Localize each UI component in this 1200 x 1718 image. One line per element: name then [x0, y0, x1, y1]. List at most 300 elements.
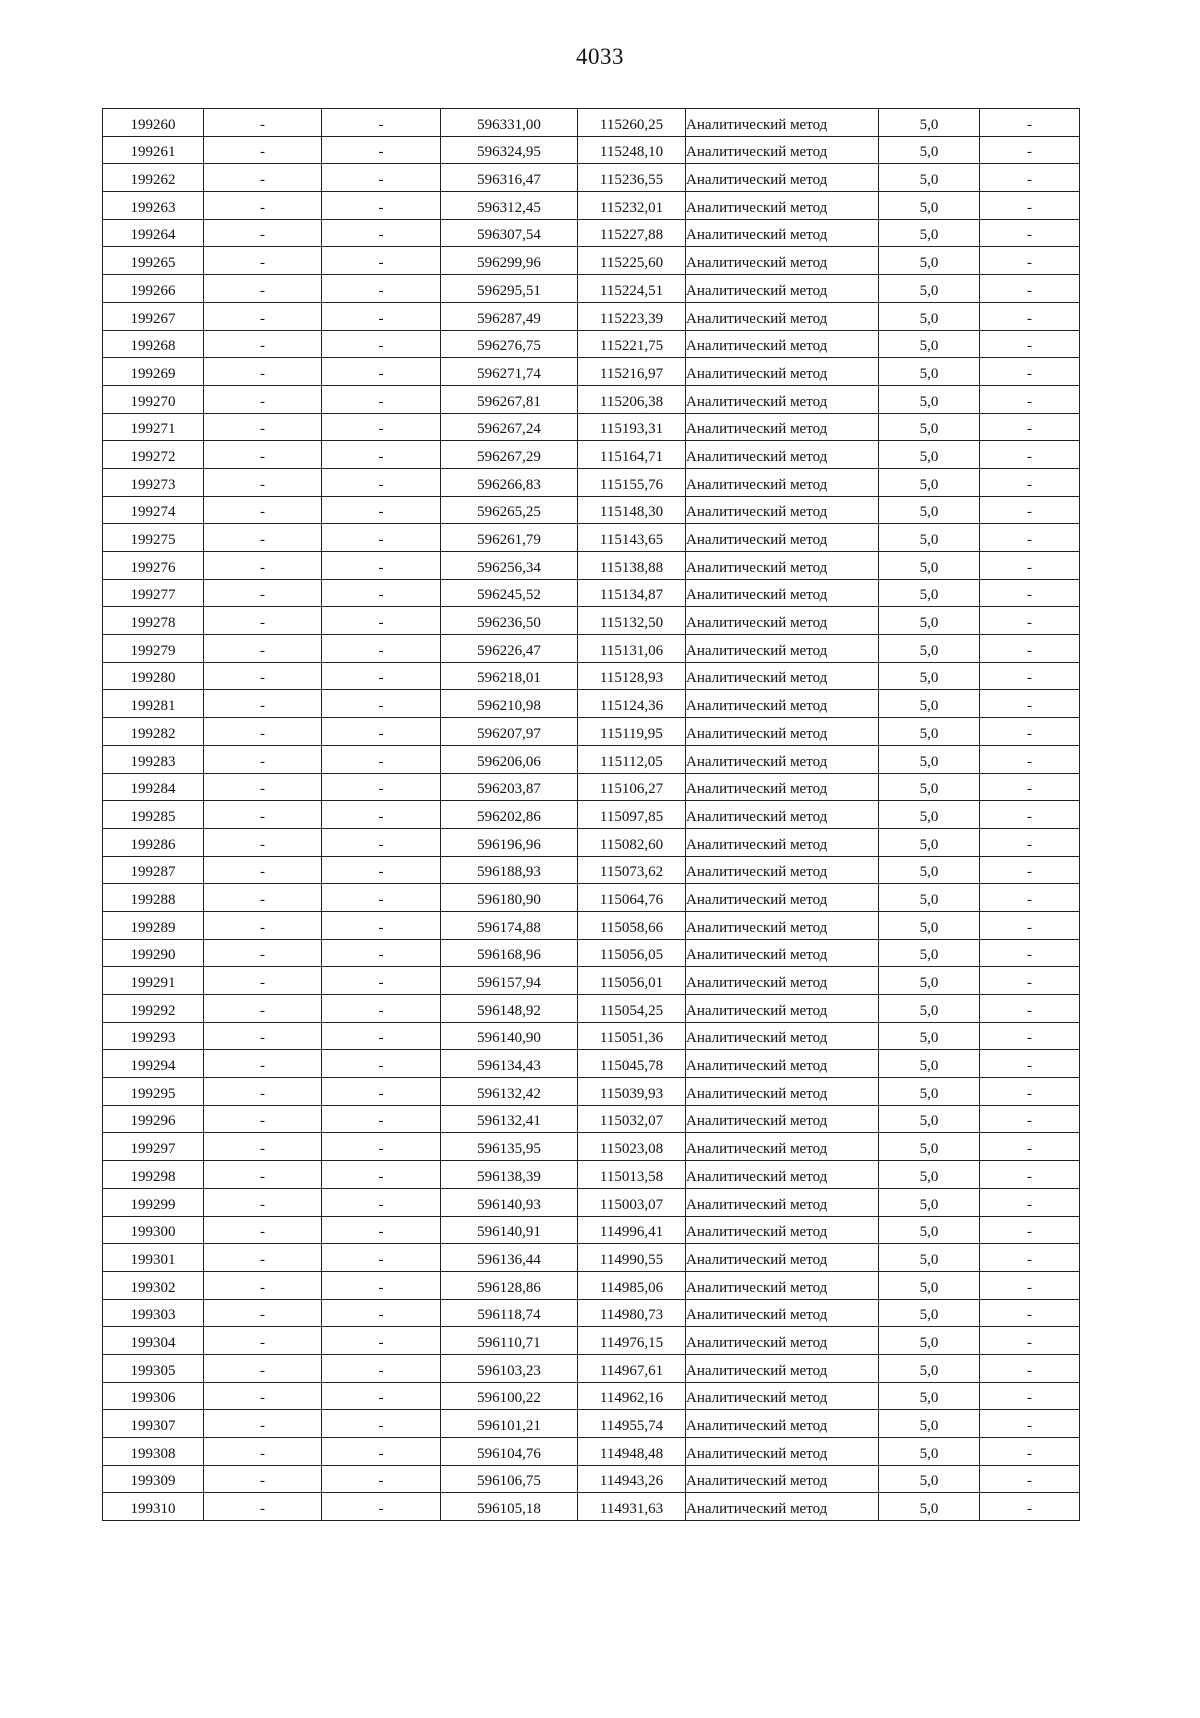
empty-value-cell: - [204, 1244, 322, 1272]
empty-value-cell: - [322, 1050, 441, 1078]
table-row [103, 358, 1080, 386]
table-row [103, 1105, 1080, 1133]
accuracy-cell: 5,0 [879, 441, 980, 469]
accuracy-cell: 5,0 [879, 385, 980, 413]
empty-value-cell: - [322, 441, 441, 469]
empty-value-cell: - [204, 1216, 322, 1244]
y-coordinate-cell: 115003,07 [578, 1188, 686, 1216]
empty-value-cell: - [322, 1271, 441, 1299]
empty-value-cell: - [322, 164, 441, 192]
accuracy-cell: 5,0 [879, 939, 980, 967]
empty-value-cell: - [980, 1465, 1080, 1493]
y-coordinate-cell: 114980,73 [578, 1299, 686, 1327]
empty-value-cell: - [980, 579, 1080, 607]
accuracy-cell: 5,0 [879, 773, 980, 801]
table-row [103, 884, 1080, 912]
empty-value-cell: - [980, 385, 1080, 413]
method-cell: Аналитический метод [686, 579, 879, 607]
y-coordinate-cell: 114985,06 [578, 1271, 686, 1299]
x-coordinate-cell: 596261,79 [441, 524, 578, 552]
y-coordinate-cell: 115236,55 [578, 164, 686, 192]
method-cell: Аналитический метод [686, 496, 879, 524]
table-row [103, 192, 1080, 220]
empty-value-cell: - [322, 1188, 441, 1216]
method-cell: Аналитический метод [686, 1465, 879, 1493]
y-coordinate-cell: 115131,06 [578, 635, 686, 663]
point-number-cell: 199287 [103, 856, 204, 884]
empty-value-cell: - [980, 1382, 1080, 1410]
x-coordinate-cell: 596206,06 [441, 745, 578, 773]
point-number-cell: 199308 [103, 1438, 204, 1466]
x-coordinate-cell: 596136,44 [441, 1244, 578, 1272]
empty-value-cell: - [322, 1465, 441, 1493]
y-coordinate-cell: 115045,78 [578, 1050, 686, 1078]
x-coordinate-cell: 596226,47 [441, 635, 578, 663]
empty-value-cell: - [980, 1022, 1080, 1050]
empty-value-cell: - [322, 1493, 441, 1521]
accuracy-cell: 5,0 [879, 109, 980, 137]
empty-value-cell: - [980, 662, 1080, 690]
table-row [103, 1354, 1080, 1382]
x-coordinate-cell: 596266,83 [441, 468, 578, 496]
y-coordinate-cell: 115216,97 [578, 358, 686, 386]
accuracy-cell: 5,0 [879, 856, 980, 884]
empty-value-cell: - [204, 302, 322, 330]
method-cell: Аналитический метод [686, 136, 879, 164]
empty-value-cell: - [204, 718, 322, 746]
empty-value-cell: - [322, 884, 441, 912]
method-cell: Аналитический метод [686, 662, 879, 690]
empty-value-cell: - [980, 109, 1080, 137]
empty-value-cell: - [322, 662, 441, 690]
y-coordinate-cell: 115039,93 [578, 1078, 686, 1106]
y-coordinate-cell: 115248,10 [578, 136, 686, 164]
table-row [103, 1382, 1080, 1410]
method-cell: Аналитический метод [686, 358, 879, 386]
table-row [103, 1438, 1080, 1466]
point-number-cell: 199280 [103, 662, 204, 690]
point-number-cell: 199302 [103, 1271, 204, 1299]
empty-value-cell: - [322, 1438, 441, 1466]
y-coordinate-cell: 114962,16 [578, 1382, 686, 1410]
x-coordinate-cell: 596267,29 [441, 441, 578, 469]
empty-value-cell: - [980, 1244, 1080, 1272]
empty-value-cell: - [322, 1382, 441, 1410]
y-coordinate-cell: 115143,65 [578, 524, 686, 552]
x-coordinate-cell: 596245,52 [441, 579, 578, 607]
point-number-cell: 199278 [103, 607, 204, 635]
accuracy-cell: 5,0 [879, 164, 980, 192]
y-coordinate-cell: 114955,74 [578, 1410, 686, 1438]
point-number-cell: 199276 [103, 552, 204, 580]
accuracy-cell: 5,0 [879, 1438, 980, 1466]
x-coordinate-cell: 596105,18 [441, 1493, 578, 1521]
point-number-cell: 199303 [103, 1299, 204, 1327]
point-number-cell: 199272 [103, 441, 204, 469]
point-number-cell: 199273 [103, 468, 204, 496]
method-cell: Аналитический метод [686, 1188, 879, 1216]
y-coordinate-cell: 115013,58 [578, 1161, 686, 1189]
empty-value-cell: - [204, 1078, 322, 1106]
empty-value-cell: - [322, 607, 441, 635]
table-row [103, 690, 1080, 718]
empty-value-cell: - [204, 579, 322, 607]
empty-value-cell: - [980, 496, 1080, 524]
y-coordinate-cell: 115032,07 [578, 1105, 686, 1133]
empty-value-cell: - [322, 967, 441, 995]
empty-value-cell: - [322, 358, 441, 386]
empty-value-cell: - [980, 635, 1080, 663]
table-row [103, 635, 1080, 663]
empty-value-cell: - [980, 1327, 1080, 1355]
accuracy-cell: 5,0 [879, 302, 980, 330]
page-number: 4033 [576, 44, 624, 69]
point-number-cell: 199282 [103, 718, 204, 746]
accuracy-cell: 5,0 [879, 1022, 980, 1050]
x-coordinate-cell: 596110,71 [441, 1327, 578, 1355]
empty-value-cell: - [322, 745, 441, 773]
empty-value-cell: - [980, 939, 1080, 967]
accuracy-cell: 5,0 [879, 136, 980, 164]
empty-value-cell: - [980, 828, 1080, 856]
table-row [103, 856, 1080, 884]
empty-value-cell: - [322, 1105, 441, 1133]
table-row [103, 745, 1080, 773]
empty-value-cell: - [204, 745, 322, 773]
table-row [103, 302, 1080, 330]
empty-value-cell: - [204, 109, 322, 137]
accuracy-cell: 5,0 [879, 219, 980, 247]
point-number-cell: 199294 [103, 1050, 204, 1078]
table-row [103, 1244, 1080, 1272]
accuracy-cell: 5,0 [879, 552, 980, 580]
table-row [103, 1133, 1080, 1161]
accuracy-cell: 5,0 [879, 468, 980, 496]
method-cell: Аналитический метод [686, 773, 879, 801]
empty-value-cell: - [204, 1271, 322, 1299]
empty-value-cell: - [980, 302, 1080, 330]
method-cell: Аналитический метод [686, 607, 879, 635]
empty-value-cell: - [204, 967, 322, 995]
empty-value-cell: - [204, 1354, 322, 1382]
empty-value-cell: - [980, 1188, 1080, 1216]
point-number-cell: 199281 [103, 690, 204, 718]
table-row [103, 275, 1080, 303]
empty-value-cell: - [980, 1161, 1080, 1189]
table-row [103, 801, 1080, 829]
point-number-cell: 199307 [103, 1410, 204, 1438]
coordinates-table [102, 108, 1080, 1521]
x-coordinate-cell: 596157,94 [441, 967, 578, 995]
method-cell: Аналитический метод [686, 1133, 879, 1161]
empty-value-cell: - [204, 441, 322, 469]
method-cell: Аналитический метод [686, 745, 879, 773]
accuracy-cell: 5,0 [879, 1354, 980, 1382]
empty-value-cell: - [322, 1299, 441, 1327]
point-number-cell: 199291 [103, 967, 204, 995]
table-row [103, 413, 1080, 441]
point-number-cell: 199262 [103, 164, 204, 192]
point-number-cell: 199295 [103, 1078, 204, 1106]
empty-value-cell: - [204, 1465, 322, 1493]
table-row [103, 441, 1080, 469]
method-cell: Аналитический метод [686, 468, 879, 496]
point-number-cell: 199296 [103, 1105, 204, 1133]
accuracy-cell: 5,0 [879, 1465, 980, 1493]
x-coordinate-cell: 596203,87 [441, 773, 578, 801]
empty-value-cell: - [980, 358, 1080, 386]
method-cell: Аналитический метод [686, 275, 879, 303]
x-coordinate-cell: 596138,39 [441, 1161, 578, 1189]
y-coordinate-cell: 114943,26 [578, 1465, 686, 1493]
y-coordinate-cell: 114931,63 [578, 1493, 686, 1521]
table-row [103, 468, 1080, 496]
method-cell: Аналитический метод [686, 164, 879, 192]
accuracy-cell: 5,0 [879, 1133, 980, 1161]
method-cell: Аналитический метод [686, 1299, 879, 1327]
x-coordinate-cell: 596218,01 [441, 662, 578, 690]
table-row [103, 662, 1080, 690]
y-coordinate-cell: 115097,85 [578, 801, 686, 829]
empty-value-cell: - [980, 1133, 1080, 1161]
x-coordinate-cell: 596267,24 [441, 413, 578, 441]
x-coordinate-cell: 596271,74 [441, 358, 578, 386]
point-number-cell: 199283 [103, 745, 204, 773]
empty-value-cell: - [322, 1410, 441, 1438]
empty-value-cell: - [322, 275, 441, 303]
table-row [103, 1271, 1080, 1299]
method-cell: Аналитический метод [686, 995, 879, 1023]
empty-value-cell: - [322, 524, 441, 552]
method-cell: Аналитический метод [686, 690, 879, 718]
accuracy-cell: 5,0 [879, 1216, 980, 1244]
empty-value-cell: - [204, 164, 322, 192]
table-row [103, 939, 1080, 967]
accuracy-cell: 5,0 [879, 884, 980, 912]
x-coordinate-cell: 596140,91 [441, 1216, 578, 1244]
x-coordinate-cell: 596207,97 [441, 718, 578, 746]
point-number-cell: 199271 [103, 413, 204, 441]
y-coordinate-cell: 115054,25 [578, 995, 686, 1023]
table-row [103, 828, 1080, 856]
x-coordinate-cell: 596132,41 [441, 1105, 578, 1133]
y-coordinate-cell: 115051,36 [578, 1022, 686, 1050]
table-row [103, 496, 1080, 524]
empty-value-cell: - [322, 247, 441, 275]
x-coordinate-cell: 596148,92 [441, 995, 578, 1023]
empty-value-cell: - [322, 995, 441, 1023]
empty-value-cell: - [322, 136, 441, 164]
empty-value-cell: - [204, 413, 322, 441]
method-cell: Аналитический метод [686, 828, 879, 856]
method-cell: Аналитический метод [686, 1244, 879, 1272]
y-coordinate-cell: 115138,88 [578, 552, 686, 580]
table-row [103, 1022, 1080, 1050]
accuracy-cell: 5,0 [879, 801, 980, 829]
method-cell: Аналитический метод [686, 1105, 879, 1133]
empty-value-cell: - [204, 1299, 322, 1327]
empty-value-cell: - [322, 801, 441, 829]
empty-value-cell: - [204, 358, 322, 386]
accuracy-cell: 5,0 [879, 1188, 980, 1216]
table-row [103, 164, 1080, 192]
accuracy-cell: 5,0 [879, 1050, 980, 1078]
empty-value-cell: - [204, 1382, 322, 1410]
empty-value-cell: - [204, 607, 322, 635]
y-coordinate-cell: 114990,55 [578, 1244, 686, 1272]
accuracy-cell: 5,0 [879, 247, 980, 275]
table-row [103, 995, 1080, 1023]
table-row [103, 1327, 1080, 1355]
accuracy-cell: 5,0 [879, 635, 980, 663]
x-coordinate-cell: 596188,93 [441, 856, 578, 884]
empty-value-cell: - [980, 247, 1080, 275]
accuracy-cell: 5,0 [879, 745, 980, 773]
y-coordinate-cell: 115056,05 [578, 939, 686, 967]
method-cell: Аналитический метод [686, 801, 879, 829]
point-number-cell: 199305 [103, 1354, 204, 1382]
y-coordinate-cell: 115148,30 [578, 496, 686, 524]
table-row [103, 109, 1080, 137]
empty-value-cell: - [322, 579, 441, 607]
y-coordinate-cell: 115056,01 [578, 967, 686, 995]
accuracy-cell: 5,0 [879, 607, 980, 635]
method-cell: Аналитический метод [686, 552, 879, 580]
empty-value-cell: - [204, 1410, 322, 1438]
y-coordinate-cell: 115023,08 [578, 1133, 686, 1161]
point-number-cell: 199263 [103, 192, 204, 220]
empty-value-cell: - [204, 662, 322, 690]
method-cell: Аналитический метод [686, 1161, 879, 1189]
method-cell: Аналитический метод [686, 1327, 879, 1355]
x-coordinate-cell: 596265,25 [441, 496, 578, 524]
x-coordinate-cell: 596135,95 [441, 1133, 578, 1161]
empty-value-cell: - [980, 967, 1080, 995]
empty-value-cell: - [980, 219, 1080, 247]
table-row [103, 524, 1080, 552]
empty-value-cell: - [322, 1244, 441, 1272]
empty-value-cell: - [980, 773, 1080, 801]
accuracy-cell: 5,0 [879, 1382, 980, 1410]
method-cell: Аналитический метод [686, 302, 879, 330]
method-cell: Аналитический метод [686, 441, 879, 469]
table-row [103, 1299, 1080, 1327]
empty-value-cell: - [980, 690, 1080, 718]
empty-value-cell: - [980, 413, 1080, 441]
point-number-cell: 199299 [103, 1188, 204, 1216]
y-coordinate-cell: 115232,01 [578, 192, 686, 220]
x-coordinate-cell: 596299,96 [441, 247, 578, 275]
table-row [103, 1410, 1080, 1438]
table-row [103, 1216, 1080, 1244]
table-row [103, 1050, 1080, 1078]
point-number-cell: 199289 [103, 911, 204, 939]
empty-value-cell: - [204, 856, 322, 884]
point-number-cell: 199297 [103, 1133, 204, 1161]
x-coordinate-cell: 596210,98 [441, 690, 578, 718]
table-row [103, 967, 1080, 995]
y-coordinate-cell: 115064,76 [578, 884, 686, 912]
y-coordinate-cell: 114976,15 [578, 1327, 686, 1355]
point-number-cell: 199261 [103, 136, 204, 164]
empty-value-cell: - [980, 607, 1080, 635]
empty-value-cell: - [980, 1354, 1080, 1382]
method-cell: Аналитический метод [686, 1410, 879, 1438]
empty-value-cell: - [322, 109, 441, 137]
y-coordinate-cell: 115119,95 [578, 718, 686, 746]
point-number-cell: 199288 [103, 884, 204, 912]
empty-value-cell: - [980, 552, 1080, 580]
accuracy-cell: 5,0 [879, 1299, 980, 1327]
empty-value-cell: - [322, 302, 441, 330]
x-coordinate-cell: 596331,00 [441, 109, 578, 137]
method-cell: Аналитический метод [686, 109, 879, 137]
x-coordinate-cell: 596324,95 [441, 136, 578, 164]
point-number-cell: 199285 [103, 801, 204, 829]
accuracy-cell: 5,0 [879, 358, 980, 386]
empty-value-cell: - [204, 1493, 322, 1521]
empty-value-cell: - [204, 330, 322, 358]
empty-value-cell: - [204, 524, 322, 552]
table-row [103, 136, 1080, 164]
point-number-cell: 199264 [103, 219, 204, 247]
y-coordinate-cell: 115073,62 [578, 856, 686, 884]
point-number-cell: 199300 [103, 1216, 204, 1244]
x-coordinate-cell: 596174,88 [441, 911, 578, 939]
y-coordinate-cell: 115112,05 [578, 745, 686, 773]
empty-value-cell: - [322, 718, 441, 746]
empty-value-cell: - [980, 1050, 1080, 1078]
y-coordinate-cell: 115164,71 [578, 441, 686, 469]
y-coordinate-cell: 115128,93 [578, 662, 686, 690]
table-row [103, 773, 1080, 801]
method-cell: Аналитический метод [686, 718, 879, 746]
empty-value-cell: - [322, 1133, 441, 1161]
empty-value-cell: - [322, 1022, 441, 1050]
point-number-cell: 199270 [103, 385, 204, 413]
empty-value-cell: - [980, 136, 1080, 164]
accuracy-cell: 5,0 [879, 524, 980, 552]
method-cell: Аналитический метод [686, 413, 879, 441]
y-coordinate-cell: 114948,48 [578, 1438, 686, 1466]
empty-value-cell: - [204, 1105, 322, 1133]
y-coordinate-cell: 114996,41 [578, 1216, 686, 1244]
empty-value-cell: - [204, 801, 322, 829]
point-number-cell: 199269 [103, 358, 204, 386]
table-row [103, 219, 1080, 247]
empty-value-cell: - [204, 1438, 322, 1466]
accuracy-cell: 5,0 [879, 718, 980, 746]
method-cell: Аналитический метод [686, 939, 879, 967]
empty-value-cell: - [204, 939, 322, 967]
y-coordinate-cell: 115132,50 [578, 607, 686, 635]
method-cell: Аналитический метод [686, 1493, 879, 1521]
y-coordinate-cell: 115224,51 [578, 275, 686, 303]
method-cell: Аналитический метод [686, 1438, 879, 1466]
x-coordinate-cell: 596140,90 [441, 1022, 578, 1050]
method-cell: Аналитический метод [686, 1050, 879, 1078]
point-number-cell: 199275 [103, 524, 204, 552]
table-row [103, 385, 1080, 413]
point-number-cell: 199279 [103, 635, 204, 663]
method-cell: Аналитический метод [686, 524, 879, 552]
empty-value-cell: - [980, 275, 1080, 303]
point-number-cell: 199309 [103, 1465, 204, 1493]
empty-value-cell: - [204, 552, 322, 580]
accuracy-cell: 5,0 [879, 1327, 980, 1355]
empty-value-cell: - [980, 1105, 1080, 1133]
empty-value-cell: - [980, 330, 1080, 358]
